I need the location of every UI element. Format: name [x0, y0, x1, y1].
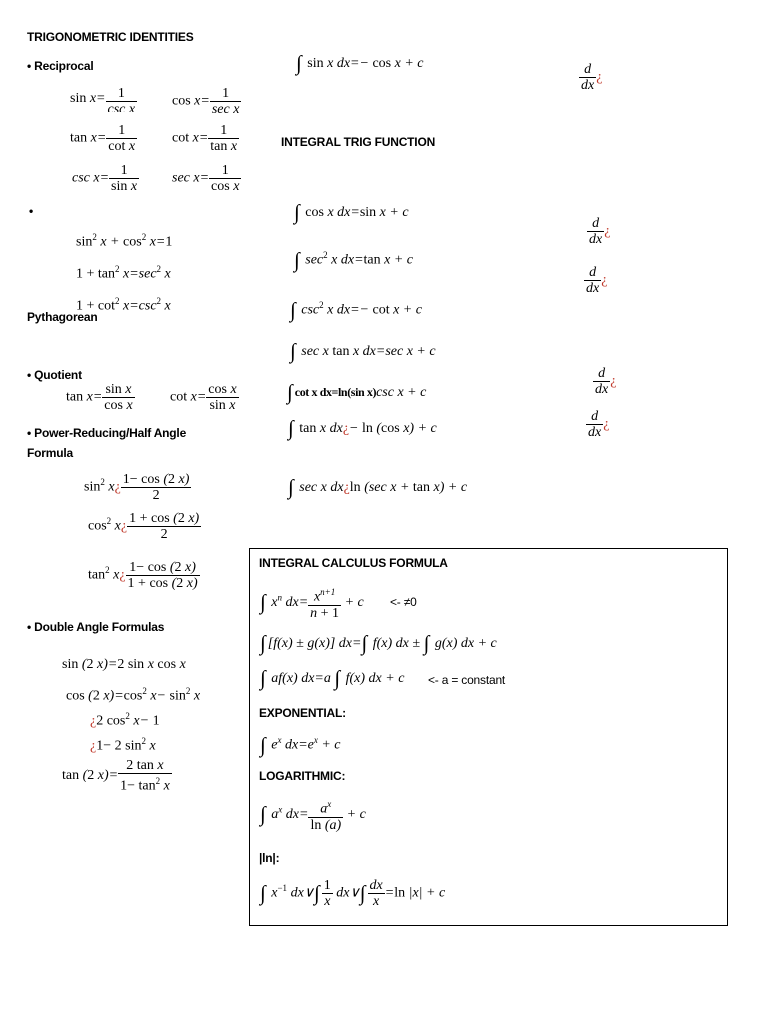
quotient-label: • Quotient: [27, 368, 82, 382]
derivative-4: $\frac{d}{dx}$ ¿: [595, 366, 617, 397]
integral-sec: ∫ sec x dx¿ln (sec x + tan x) + c: [288, 475, 468, 499]
formula-pythagorean-1: $\sin^2 x + \cos^2 x=1$: [76, 232, 173, 250]
formula-tan-reciprocal: tan x= $\frac{1}{\text{cot x}}$: [70, 123, 136, 154]
formula-cos-double: cos (2 $x)=\cos^2$ $x- \sin^2 x$: [66, 686, 201, 704]
double-angle-label: • Double Angle Formulas: [27, 620, 165, 634]
formula-sec-reciprocal: sec x= $\frac{1}{\text{cos x}}$: [172, 163, 240, 194]
formula-pythagorean-2: $1 + \tan^2 x=\sec^2$ x: [76, 264, 171, 282]
integral-csc-cot-overlapped: ∫ cot x dx=ln(sin x)csc x + c: [287, 380, 427, 404]
formula-pythagorean-3: $1 + \cot^2 x=\csc^2$ x: [76, 296, 171, 314]
derivative-2: $\frac{d}{dx}$ ¿: [589, 216, 611, 247]
integral-sec-squared: ∫ $\sec^2 x$ dx=tan x + c: [294, 247, 414, 272]
derivative-5: $\frac{d}{dx}$ ¿: [588, 409, 610, 440]
formula-cot-reciprocal: cot x= $\frac{1}{\text{tan x}}$: [172, 123, 238, 154]
integral-tan: ∫ tan x dx¿− ln (cos x) + c: [288, 416, 437, 440]
integral-csc-squared: ∫ $\csc^2 x$ dx=− cot x + c: [290, 297, 422, 322]
ln-label: |ln|:: [259, 851, 280, 865]
logarithmic-label: LOGARITHMIC:: [259, 769, 346, 783]
formula-cos-squared: $\cos^2$ x¿ $\frac{1 + \cos (2 x)}{2}$: [88, 511, 200, 542]
box-title: INTEGRAL CALCULUS FORMULA: [259, 556, 448, 570]
formula-cot-quotient: cot x= $\frac{\text{cos x}}{\text{sin x}}$: [170, 382, 237, 413]
formula-sin-squared: $\sin^2$ x¿ $\frac{1- \cos (2 x)}{2}$: [84, 472, 190, 503]
power-rule-note: <- ≠0: [390, 595, 417, 609]
formula-tan-squared: $\tan^2$ x¿ $\frac{1- \cos (2 x)}{1 + \cos (2 x)}$: [88, 560, 198, 591]
integral-trig-heading: INTEGRAL TRIG FUNCTION: [281, 135, 436, 149]
power-reducing-label: • Power-Reducing/Half Angle: [27, 426, 187, 440]
pythagorean-label: Pythagorean: [27, 310, 98, 324]
page-title: TRIGONOMETRIC IDENTITIES: [27, 30, 194, 44]
formula-sin-double: sin (2 x)=2 sin x cos x: [62, 657, 186, 672]
reciprocal-label: • Reciprocal: [27, 59, 94, 73]
integral-exponential: ∫ $e^x$ $dx=e^x + c$: [260, 732, 341, 757]
formula-cos-reciprocal: cos x= $\frac{1}{\text{sec x}}$: [172, 86, 240, 117]
formula-tan-double: tan (2 x)= $\frac{\text{2 tan x}}{1- \tan^2 x}$: [62, 758, 170, 794]
integral-sin: ∫ sin x dx=− cos x + c: [296, 51, 424, 75]
formula-cos-double-alt-1: ¿2 $\cos^2 x- 1$: [90, 711, 160, 729]
power-reducing-label-cont: Formula: [27, 446, 73, 460]
derivative-1: $\frac{d}{dx}$ ¿: [581, 62, 603, 93]
exponential-label: EXPONENTIAL:: [259, 706, 346, 720]
integral-logarithmic: ∫ $a^x$ dx= $\frac{a^x}{\ln (a)}$ + c: [260, 799, 366, 833]
formula-sin-reciprocal: sin x= $\frac{1}{\text{csc x}}$: [70, 86, 136, 112]
derivative-3: $\frac{d}{dx}$ ¿: [586, 265, 608, 296]
constant-rule-note: <- a = constant: [428, 673, 506, 687]
integral-sec-tan: ∫ sec x tan x dx=sec x + c: [290, 339, 436, 363]
integral-cos: ∫ cos x dx=sin x + c: [294, 200, 409, 224]
bullet: •: [29, 204, 34, 218]
formula-tan-quotient: tan x= $\frac{\text{sin x}}{\text{cos x}}$: [66, 382, 133, 413]
integral-sum-rule: ∫ [f(x) ± g(x)] dx=∫ f(x) dx ± ∫ g(x) dx + c: [260, 631, 497, 655]
formula-cos-double-alt-2: ¿1− 2 $\sin^2 x$: [90, 736, 156, 754]
formula-csc-reciprocal: csc x= $\frac{1}{\text{sin x}}$: [72, 163, 138, 194]
integral-constant-rule: ∫ af(x) dx=a ∫ f(x) dx + c: [260, 666, 405, 690]
integral-ln: ∫ $x^{-1}$ dx∨∫ $\frac{1}{x}$ dx∨∫ $\frac{dx}{x}$ =ln |x| + c: [260, 878, 446, 909]
integral-power-rule: ∫ $x^n$ dx= $\frac{x^{n+1}}{n + 1}$ + c: [260, 587, 364, 621]
